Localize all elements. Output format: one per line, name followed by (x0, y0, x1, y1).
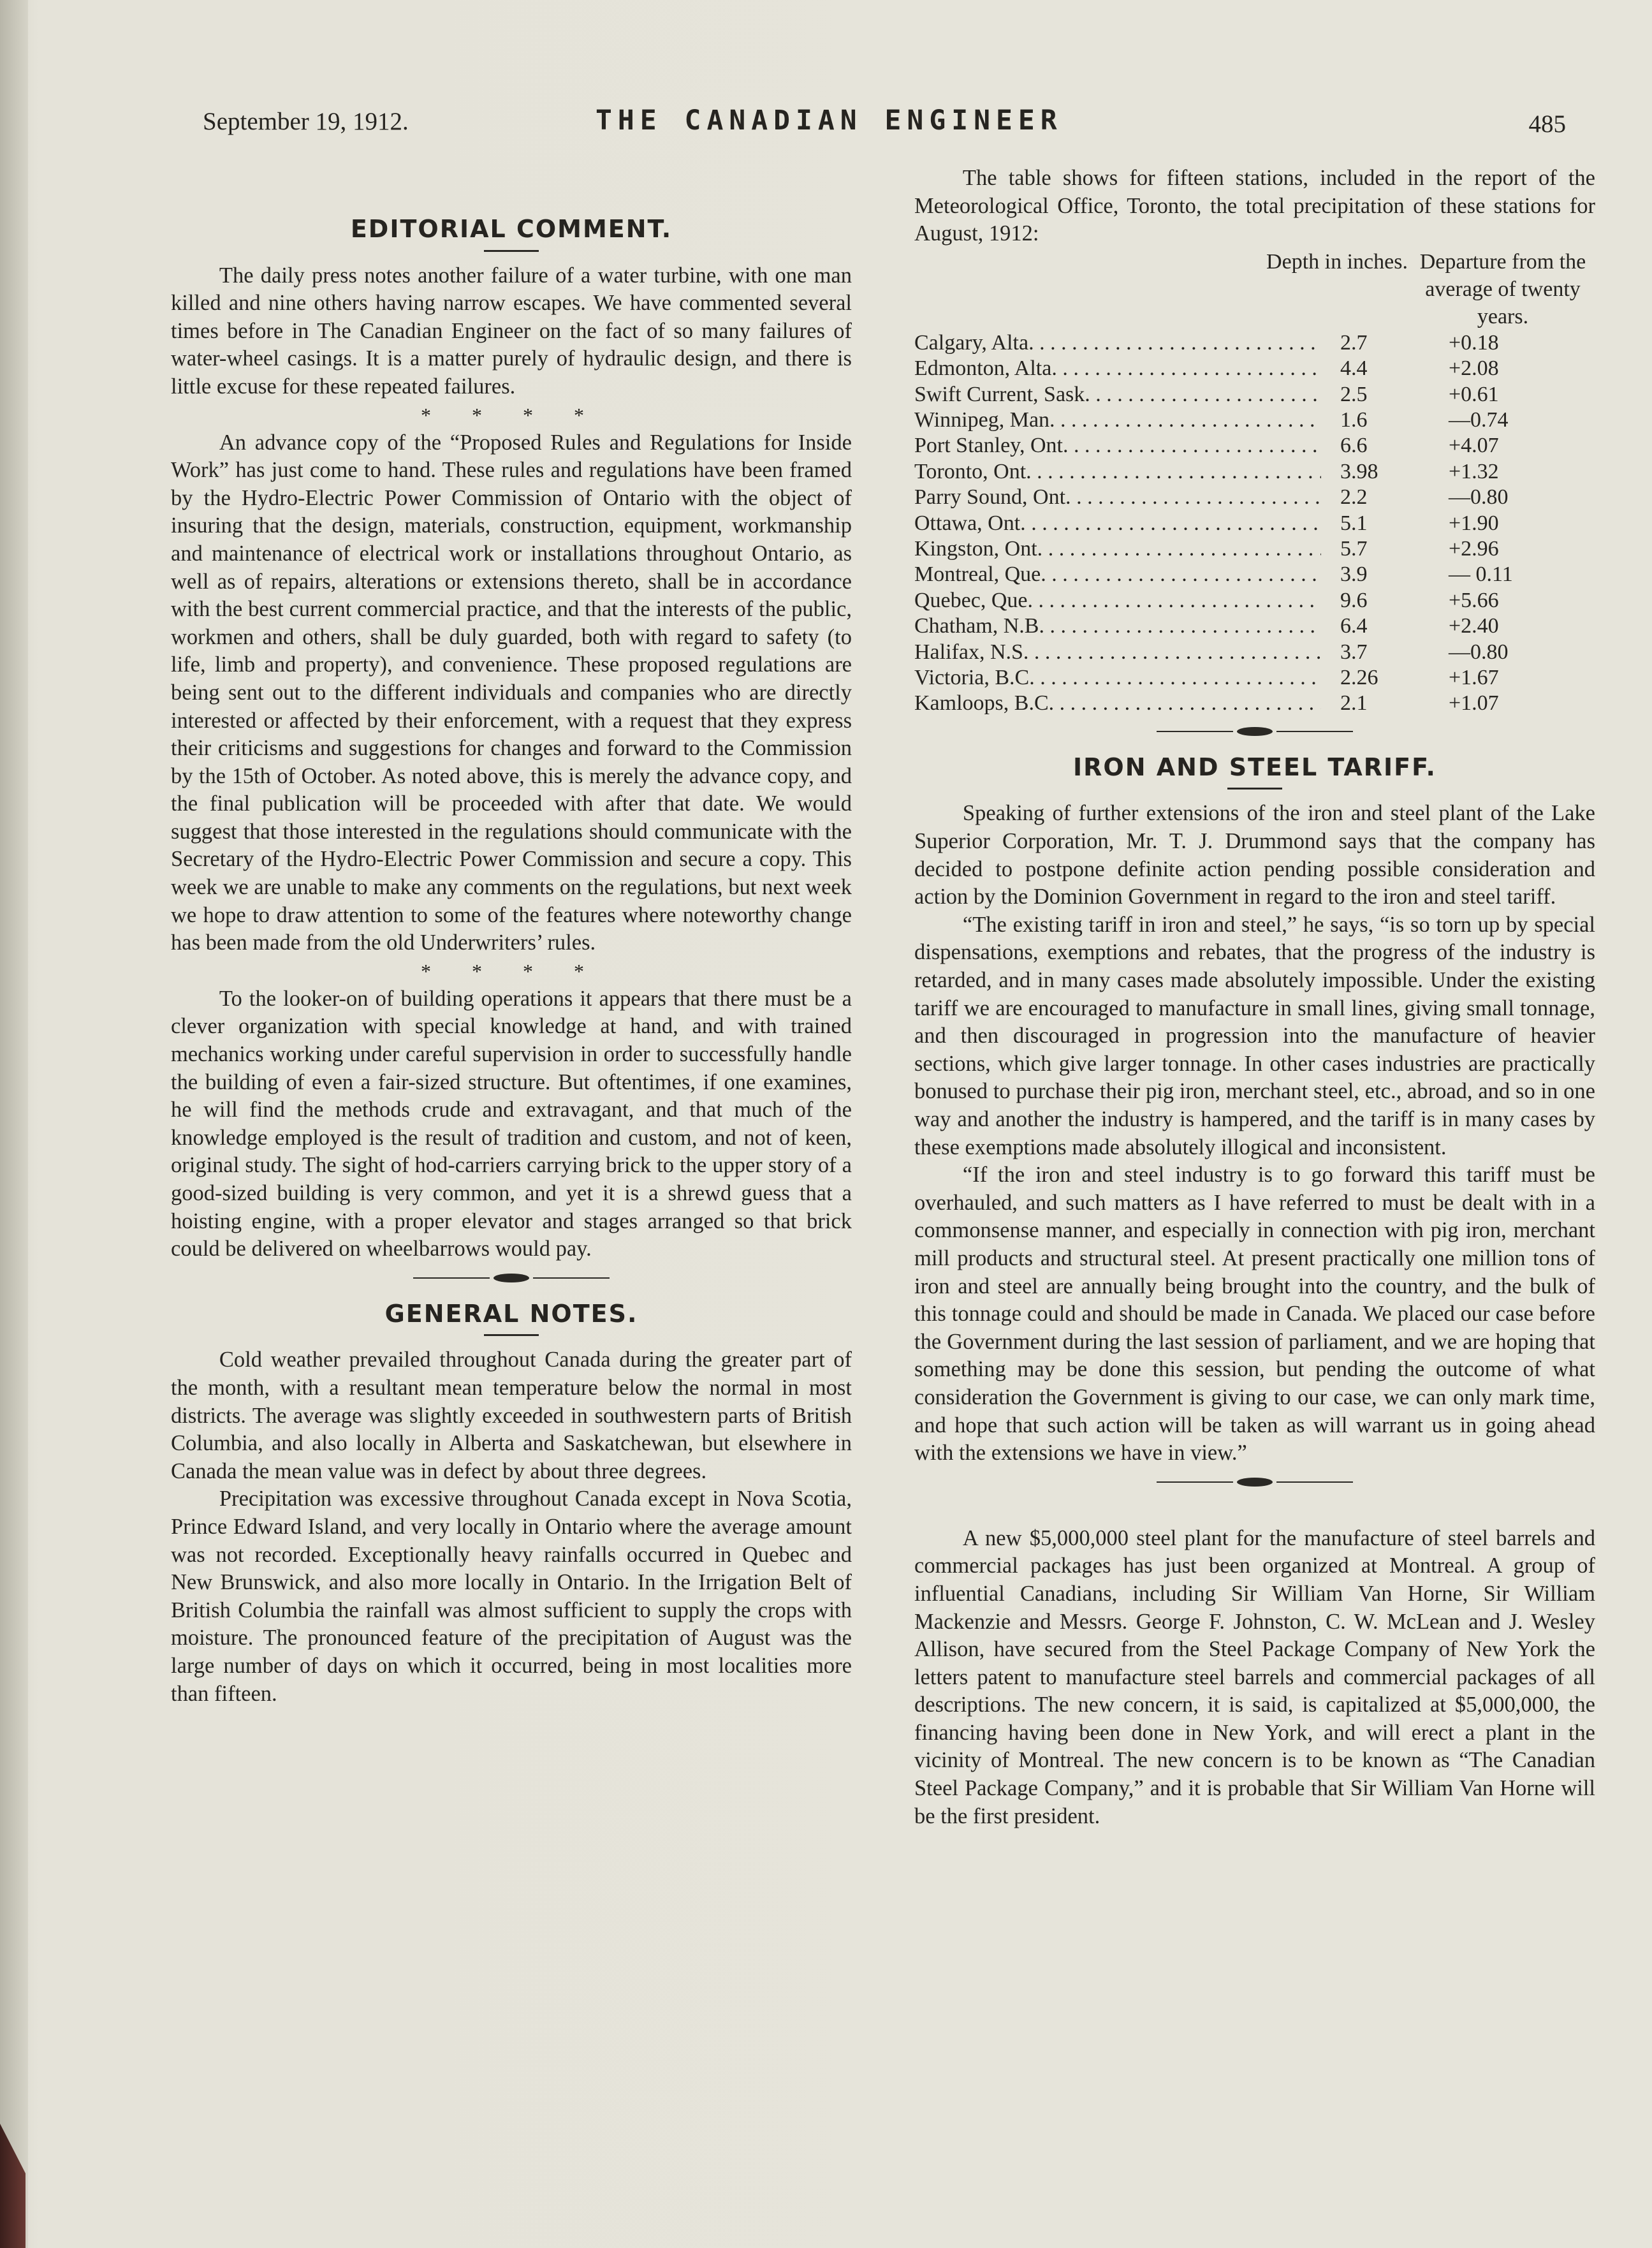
station: Montreal, Que. . . . (914, 562, 1321, 587)
station: Port Stanley, Ont. . . . (914, 433, 1321, 459)
station: Ottawa, Ont. . . . (914, 511, 1321, 536)
departure: —0.74 (1449, 408, 1509, 432)
station: Kamloops, B.C. . . . (914, 691, 1321, 716)
departure: +1.32 (1449, 459, 1499, 483)
table-header (914, 248, 1595, 330)
depth: 2.7 (1340, 330, 1368, 355)
table-row (914, 536, 1595, 562)
depth: 5.1 (1340, 511, 1368, 535)
section-stars: * * * * (421, 403, 602, 427)
table-row (914, 408, 1595, 433)
table-row (914, 356, 1595, 381)
table-row (914, 459, 1595, 485)
station: Chatham, N.B. . . . (914, 613, 1321, 639)
table-row (914, 511, 1595, 536)
depth: 1.6 (1340, 408, 1368, 432)
iron-paragraph-3: “If the iron and steel industry is to go forward this tariff must be overhauled, and such matters as I have referred to must be dealt with in a commonsense manner, and especially in connection with pig iron, merchant mill products and structural steel. At present practically one million tons of iron and steel are annually being brought into the country, and the bulk of this tonnage could and should be made in Canada. We placed our case before the Government during the last session of parliament, and we are hoping that something may be done this session, but pending the outcome of what consideration the Government is giving to our case, we can only mark time, and hope that such action will be taken as will warrant us in going ahead with the extensions we have in view.” (914, 1163, 1595, 1466)
departure: +5.66 (1449, 588, 1499, 612)
station: Calgary, Alta. . . . (914, 330, 1321, 356)
station: Winnipeg, Man. . . . (914, 408, 1321, 433)
binding-edge (0, 0, 28, 2248)
departure: +2.96 (1449, 537, 1499, 561)
depth: 2.2 (1340, 485, 1368, 510)
station: Victoria, B.C. . . . (914, 665, 1321, 691)
departure: +1.90 (1449, 511, 1499, 535)
page-header (203, 107, 1566, 145)
heading-rule (484, 1334, 539, 1336)
departure: +2.40 (1449, 614, 1499, 638)
table-row (914, 691, 1595, 716)
ornament-divider (171, 1274, 852, 1282)
station: Toronto, Ont. . . . (914, 459, 1321, 485)
departure: —0.80 (1449, 640, 1509, 664)
departure: +0.61 (1449, 382, 1499, 406)
depth: 2.26 (1340, 666, 1378, 690)
table-row (914, 485, 1595, 510)
heading-rule (484, 250, 539, 252)
station: Halifax, N.S. . . . (914, 640, 1321, 665)
general-notes-heading: GENERAL NOTES. (384, 1299, 638, 1328)
depth: 2.5 (1340, 382, 1368, 406)
station: Kingston, Ont. . . . (914, 536, 1321, 562)
editorial-paragraph-2: An advance copy of the “Proposed Rules and Regulations for Inside Work” has just come to hand. These rules and regulations have been framed by the Hydro-Electric Power Commission of Ontario with the object of insuring that the design, materials, construction, equipment, workmanship and maintenance of electrical work or installations throughout Ontario, as well as of repairs, alterations or extensions thereto, shall be in accordance with the best current commercial practice, and that the interests of the public, workmen and others, shall be duly guarded, both with regard to safety (to life, limb and property), and convenience. These proposed regulations are being sent out to the different individuals and companies who are directly interested or affected by their enforcement, with a request that they express their criticisms and suggestions for changes and forward to the Commission by the 15th of October. As noted above, this is merely the advance copy, and the final publication will be proceeded with after that date. We would suggest that those interested in the regulations should communicate with the Secretary of the Hydro-Electric Power Commission and secure a copy. This week we are unable to make any comments on the regulations, but next week we hope to draw attention to some of the features where noteworthy change has been made from the old Underwriters’ rules. (171, 430, 852, 955)
depth: 9.6 (1340, 588, 1368, 612)
table-row (914, 640, 1595, 665)
departure: +4.07 (1449, 434, 1499, 458)
editorial-paragraph-3: To the looker-on of building operations it appears that there must be a clever organization with special knowledge at hand, and with trained mechanics working under careful supervision in order to successfully handle the building of even a fair-sized structure. But oftentimes, if one examines, he will find the methods crude and extravagant, and that much of the knowledge employed is the result of tradition and custom, and not of keen, original study. The sight of hod-carriers carrying brick to the upper story of a good-sized building is very common, and yet it is a shrewd guess that a hoisting engine, with a proper elevator and stages arranged so that brick could be delivered on wheelbarrows would pay. (171, 986, 852, 1261)
editorial-heading: EDITORIAL COMMENT. (350, 215, 673, 243)
table-row (914, 330, 1595, 356)
depth: 3.9 (1340, 562, 1368, 587)
table-row (914, 665, 1595, 691)
section-stars: * * * * (421, 959, 602, 983)
departure: +2.08 (1449, 356, 1499, 381)
station: Swift Current, Sask. . . . (914, 382, 1321, 408)
depth: 2.1 (1340, 691, 1368, 716)
table-row (914, 613, 1595, 639)
iron-paragraph-2: “The existing tariff in iron and steel,” he says, “is so torn up by special dispensations, exemptions and rebates, that the progress of the industry is retarded, and in many cases made absolutely impossible. Under the existing tariff we are encouraged to manufacture in small lines, giving small tonnage, and then discouraged in progression into the manufacture of heavier sections, which give larger tonnage. In other cases industries are practically bonused to purchase their pig iron, merchant steel, etc., abroad, and so in one way and another the industry is hampered, and the tariff is in many cases by these exemptions made absolutely illogical and inconsistent. (914, 912, 1595, 1159)
heading-rule (1227, 788, 1282, 790)
page-number: 485 (1528, 110, 1566, 138)
departure: — 0.11 (1449, 562, 1513, 587)
depth: 6.4 (1340, 614, 1368, 638)
steel-plant-paragraph: A new $5,000,000 steel plant for the manufacture of steel barrels and commercial packages has just been organized at Montreal. A group of influential Canadians, including Sir William Van Horne, Sir William Mackenzie and Messrs. George F. Johnston, C. W. McLean and J. Wesley Allison, have secured from the Steel Package Company of New York the letters patent to manufacture steel barrels and commercial packages of all descriptions. The new concern, it is said, is capitalized at $5,000,000, the financing having been done in New York, and will erect a plant in the vicinity of Montreal. The new concern is to be known as “The Canadian Steel Package Company,” and it is probable that Sir William Van Horne will be the first president. (914, 1525, 1595, 1828)
departure: +1.07 (1449, 691, 1499, 716)
departure: —0.80 (1449, 485, 1509, 510)
station: Quebec, Que. . . . (914, 588, 1321, 613)
depth: 3.98 (1340, 459, 1378, 483)
issue-date: September 19, 1912. (203, 108, 409, 135)
table-row (914, 433, 1595, 459)
iron-paragraph-1: Speaking of further extensions of the iron and steel plant of the Lake Superior Corporation, Mr. T. J. Drummond says that the company has decided to postpone definite action pending possible consideration and action by the Dominion Government in regard to the iron and steel tariff. (914, 801, 1595, 909)
left-column (171, 216, 852, 1708)
table-row (914, 382, 1595, 408)
journal-title: THE CANADIAN ENGINEER (596, 105, 1063, 136)
departure: +0.18 (1449, 330, 1499, 355)
right-column (914, 165, 1595, 1830)
iron-steel-heading: IRON AND STEEL TARIFF. (1073, 753, 1436, 781)
depth-header: Depth in inches. (1266, 249, 1408, 274)
editorial-paragraph-1: The daily press notes another failure of a water turbine, with one man killed and nine others having narrow escapes. We have commented several times before in The Canadian Engineer on the fact of so many failures of water-wheel casings. It is a matter purely of hydraulic design, and there is little excuse for these repeated failures. (171, 263, 852, 399)
general-paragraph-1: Cold weather prevailed throughout Canada during the greater part of the month, with a resultant mean temperature below the normal in most districts. The average was slightly exceeded in southwestern parts of British Columbia, and also locally in Alberta and Saskatchewan, but elsewhere in Canada the mean value was in defect by about three degrees. (171, 1348, 852, 1483)
ornament-divider (914, 727, 1595, 736)
depth: 6.6 (1340, 434, 1368, 458)
precipitation-table (914, 330, 1595, 717)
table-row (914, 562, 1595, 587)
general-paragraph-2: Precipitation was excessive throughout Canada except in Nova Scotia, Prince Edward Island, and very locally in Ontario where the average amount was not recorded. Exceptionally heavy rainfalls occurred in Quebec and New Brunswick, and also more locally in Ontario. In the Irrigation Belt of British Columbia the rainfall was almost sufficient to supply the crops with moisture. The pronounced feature of the precipitation of August was the large number of days on which it occurred, being in most localities more than fifteen. (171, 1487, 852, 1706)
ornament-divider (914, 1478, 1595, 1487)
departure-header: Departure from the average of twenty years. (1419, 249, 1586, 328)
table-row (914, 588, 1595, 613)
depth: 3.7 (1340, 640, 1368, 664)
station: Edmonton, Alta. . . . (914, 356, 1321, 381)
table-intro: The table shows for fifteen stations, included in the report of the Meteorological Office, Toronto, the total precipitation of these stations for August, 1912: (914, 166, 1595, 246)
station: Parry Sound, Ont. . . . (914, 485, 1321, 510)
departure: +1.67 (1449, 666, 1499, 690)
depth: 4.4 (1340, 356, 1368, 381)
depth: 5.7 (1340, 537, 1368, 561)
